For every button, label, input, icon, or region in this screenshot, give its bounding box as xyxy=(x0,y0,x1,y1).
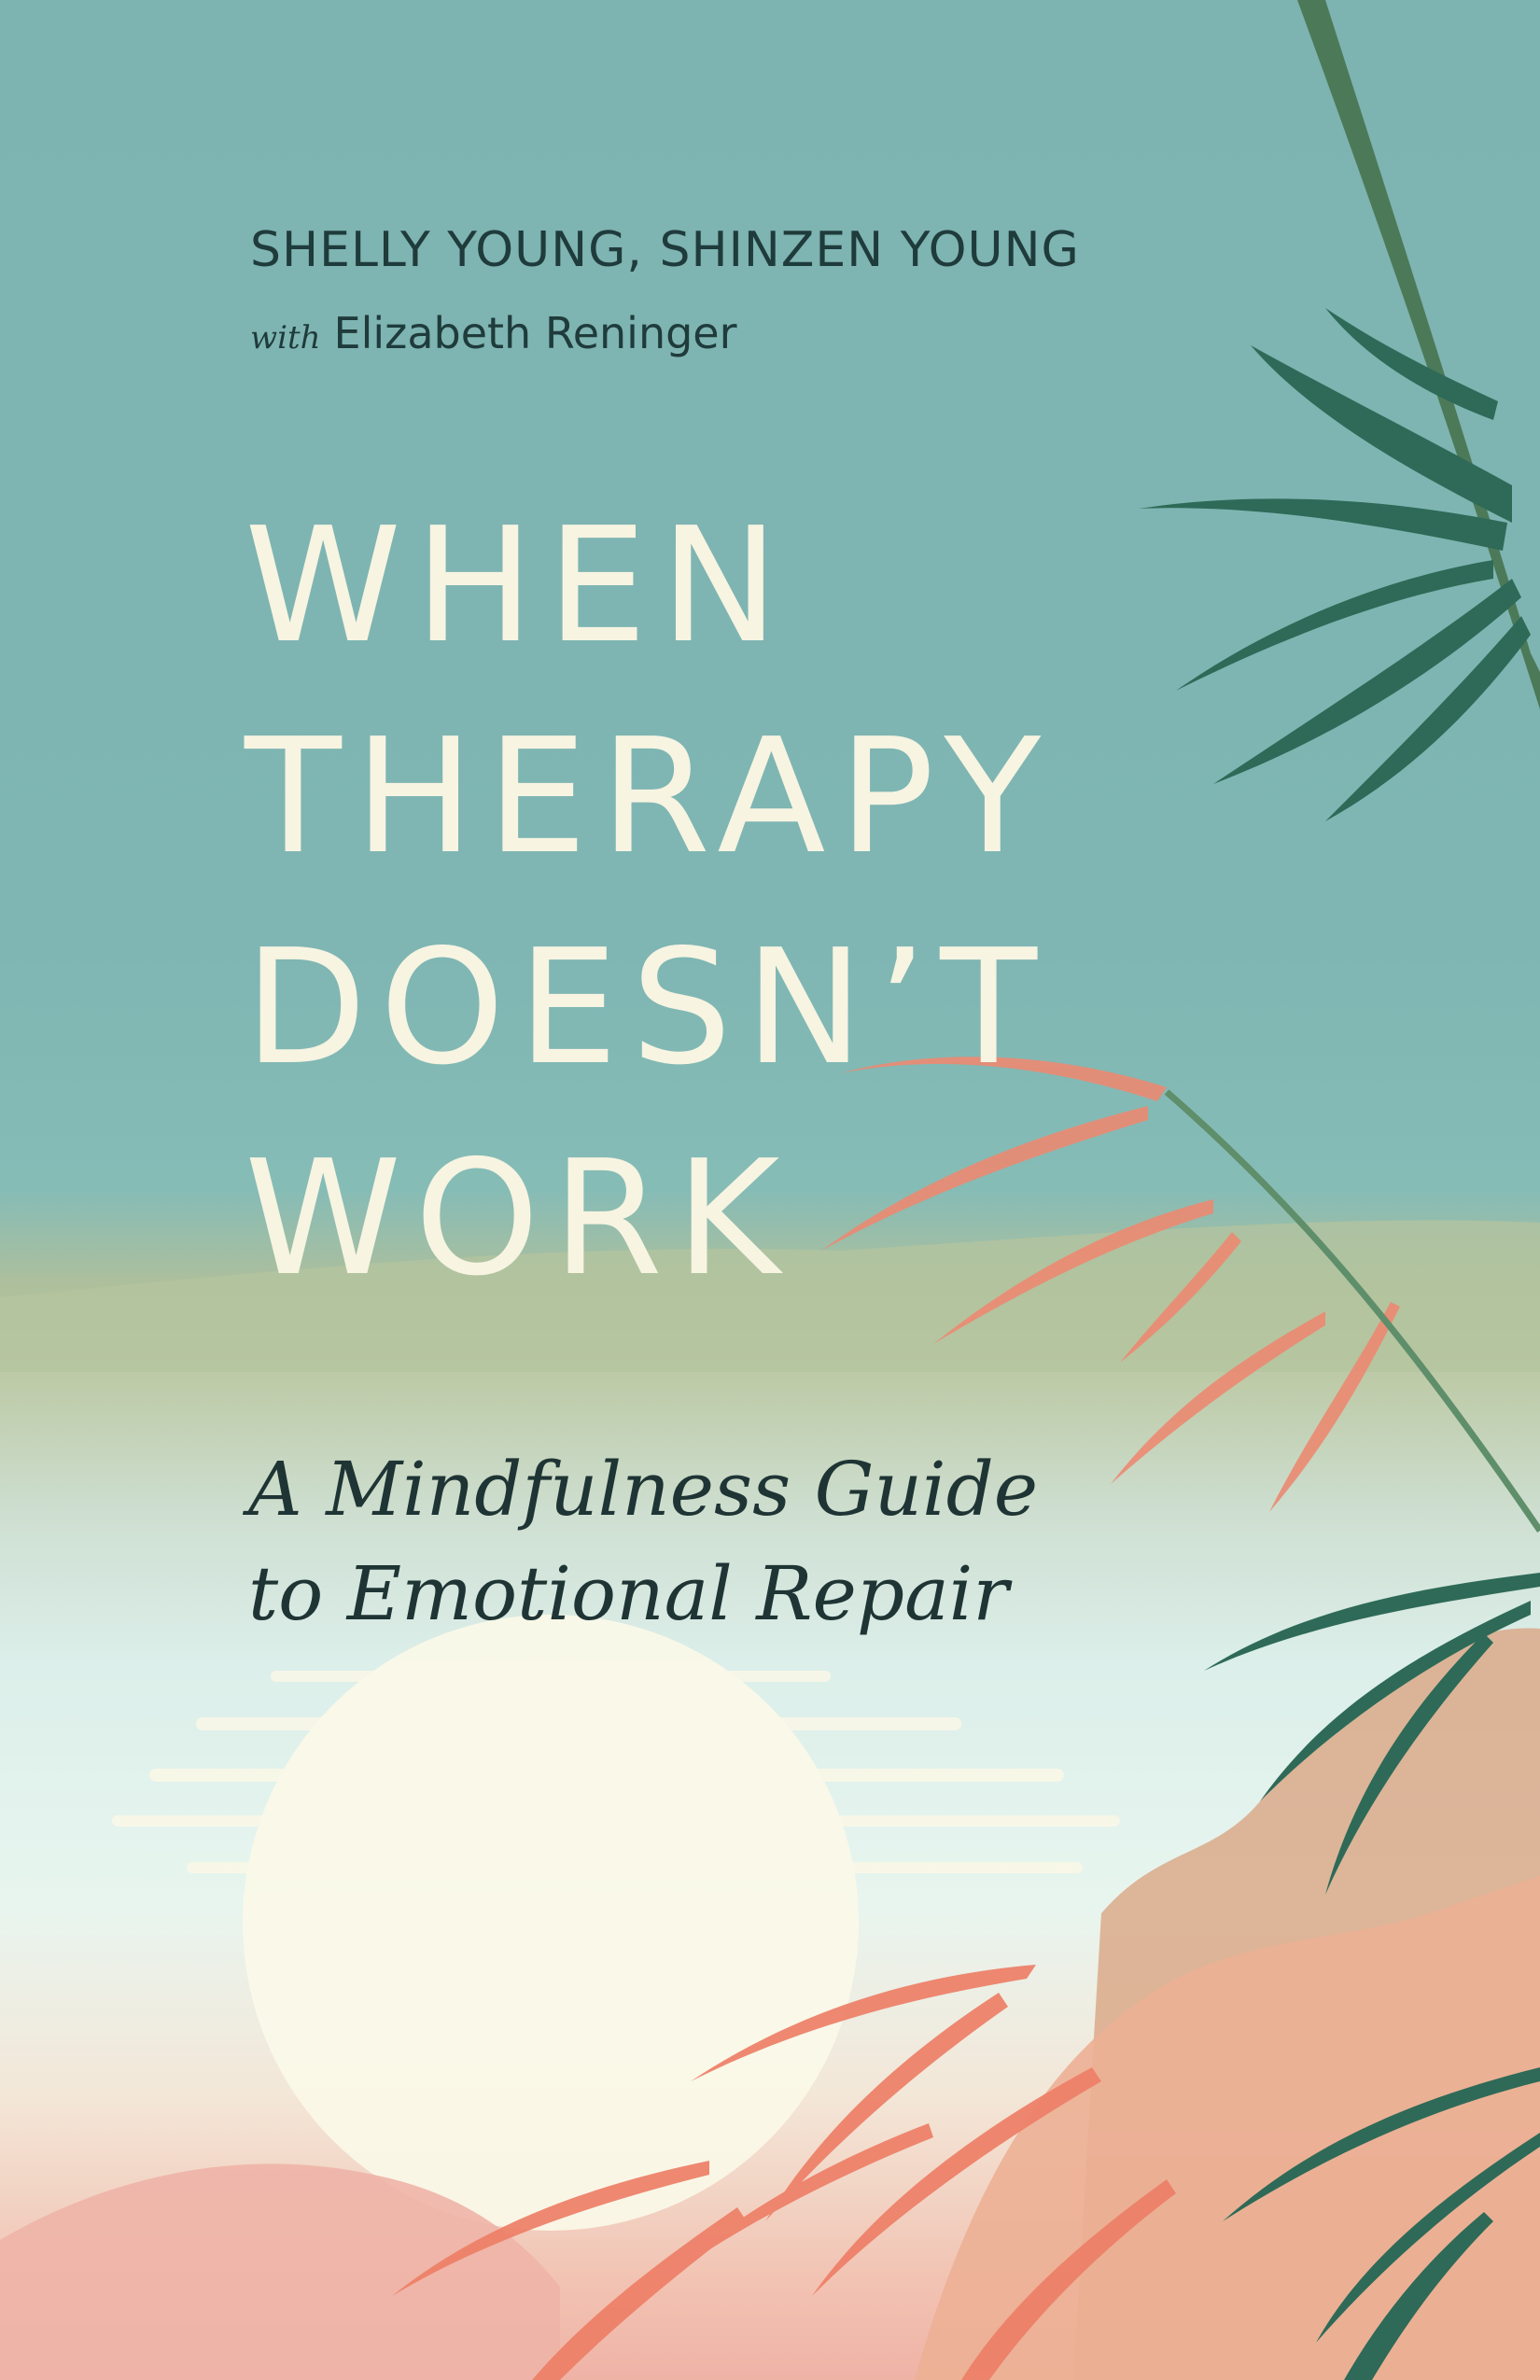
contributor-name: Elizabeth Reninger xyxy=(333,308,737,358)
title-line: WORK xyxy=(245,1127,793,1311)
with-label: with xyxy=(250,319,321,357)
book-title xyxy=(245,481,1271,1324)
subtitle-line: A Mindfulness Guide xyxy=(248,1446,1039,1533)
sun-icon xyxy=(243,1615,859,2231)
title-line: THERAPY xyxy=(245,705,1055,889)
subtitle-line: to Emotional Repair xyxy=(248,1550,1009,1637)
book-subtitle xyxy=(248,1437,1322,1646)
contributor-line xyxy=(250,308,1277,358)
title-line: DOESN’T xyxy=(245,916,1051,1100)
title-line: WHEN xyxy=(245,494,792,679)
author-names: SHELLY YOUNG, SHINZEN YOUNG xyxy=(250,222,1080,278)
